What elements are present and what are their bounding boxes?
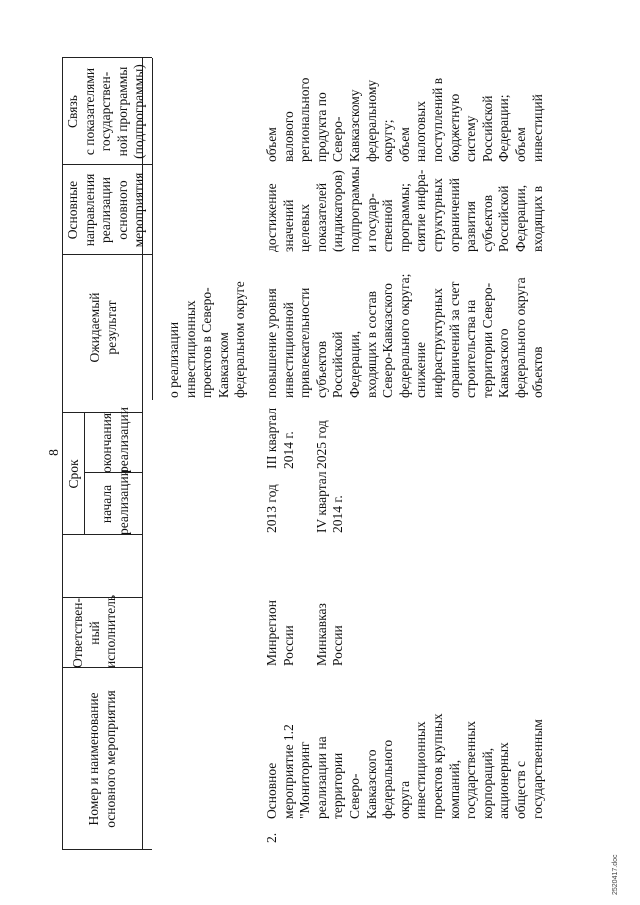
table-header-bottom-border-2	[152, 58, 153, 400]
page-number: 8	[46, 449, 61, 456]
row-name: Основное мероприятие 1.2 "Мониторинг реализации на территории Северо- Кавказского федерального округа инвестиционных проектов крупных компаний, государственных корпораций, акционерных обществ с государственным	[264, 713, 545, 819]
row-directions: достижение значений целевых показателей (индикаторов) подпрограммы и государ- ственной программы; сиятие инфра- структурных ограничений развития субъектов Российской Федерации, входящих в	[264, 166, 545, 252]
header-directions: Основные направления реализации основного мероприятия	[65, 172, 147, 248]
header-term: Срок	[66, 459, 81, 489]
term-subheader-divider	[84, 413, 85, 535]
header-executor: Ответствен- ный исполнитель	[70, 595, 119, 668]
header-expected-result: Ожидаемый результат	[87, 292, 119, 363]
carryover-expected-result: о реализации инвестиционных проектов в Северо- Кавказском федеральном округе	[166, 281, 248, 398]
header-term-start: начала реализации	[99, 469, 131, 535]
row-link: объем валового регионального продукта по Северо- Кавказскому федеральному округу; объем налоговых поступлений в бюджетную систему Российской Федерации; объем инвестиций	[264, 77, 545, 162]
row-number: 2.	[264, 832, 279, 843]
row-end: III квартал 2014 г. 2025 год	[264, 407, 329, 469]
row-executor: Минрегион России Минкавказ России	[264, 600, 346, 666]
header-number-name: Номер и наименование основного мероприятия	[86, 690, 118, 828]
table-top-border	[62, 58, 63, 850]
footer-filename: 2520417.doc	[612, 854, 619, 895]
header-term-end: окончания реализации	[99, 407, 131, 473]
row-expected-result: повышение уровня инвестиционной привлекательности субъектов Российской Федерации, входящих в состав Северо-Кавказского федерального округа; снижение инфраструктурных ограничений за счет строительства на территории Северо- Кавказского федерального округа объектов	[264, 273, 545, 398]
row-start: 2013 год IV квартал 2014 г.	[264, 471, 346, 533]
header-link: Связь с показателями государствен- ной программы (подпрограммы)	[65, 64, 147, 159]
